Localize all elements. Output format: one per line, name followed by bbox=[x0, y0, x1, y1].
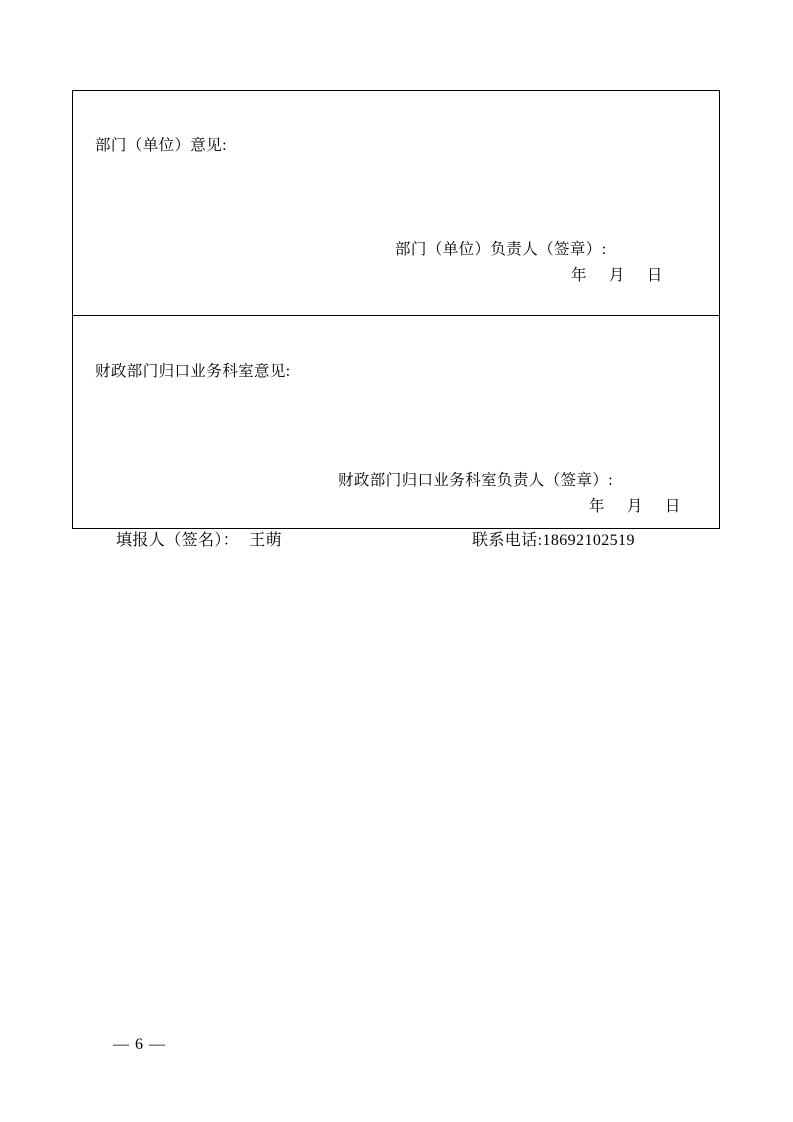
reporter-label: 填报人（签名）： bbox=[116, 532, 240, 549]
finance-date-year: 年 bbox=[589, 498, 605, 515]
reporter-name: 王萌 bbox=[249, 532, 283, 549]
footer-signature-row bbox=[72, 527, 720, 561]
department-opinion-cell bbox=[73, 91, 719, 315]
department-date-month: 月 bbox=[608, 267, 625, 284]
finance-date-day: 日 bbox=[664, 498, 681, 515]
contact-phone-value: 18692102519 bbox=[542, 532, 635, 549]
contact-phone-label: 联系电话: bbox=[472, 532, 543, 549]
finance-date-month: 月 bbox=[626, 498, 643, 515]
department-opinion-heading: 部门（单位）意见: bbox=[95, 137, 227, 154]
department-date-year: 年 bbox=[571, 267, 587, 284]
department-signature-label: 部门（单位）负责人（签章）: bbox=[395, 241, 607, 258]
contact-phone-block bbox=[472, 527, 635, 550]
finance-opinion-heading: 财政部门归口业务科室意见: bbox=[95, 363, 291, 380]
finance-date-line bbox=[589, 494, 681, 516]
department-date-line bbox=[571, 263, 663, 285]
department-date-day: 日 bbox=[646, 267, 663, 284]
finance-signature-label: 财政部门归口业务科室负责人（签章）: bbox=[338, 472, 614, 489]
page-number: — 6 — bbox=[113, 1036, 166, 1053]
finance-opinion-cell bbox=[73, 315, 719, 528]
opinion-table bbox=[72, 90, 720, 529]
reporter-block bbox=[116, 527, 282, 550]
